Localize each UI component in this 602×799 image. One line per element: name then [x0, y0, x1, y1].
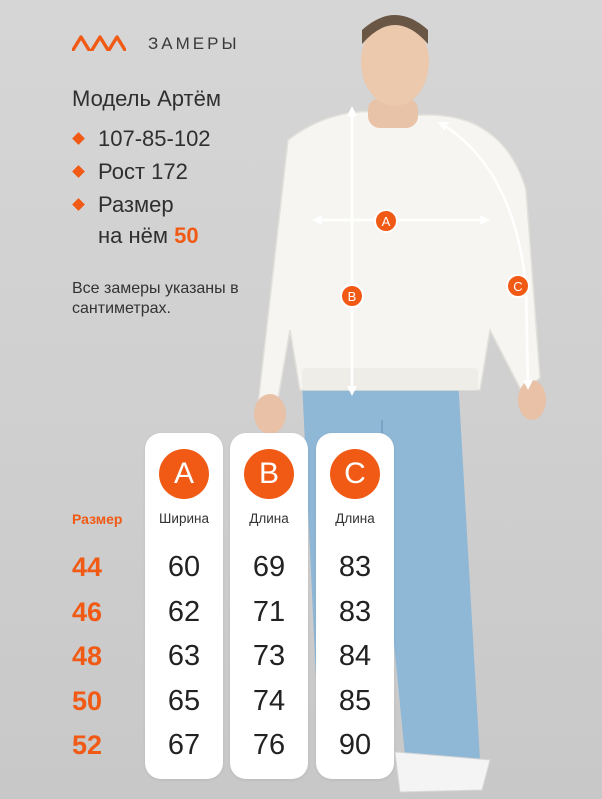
table-cell: 85 [338, 684, 372, 717]
column-header-width: Ширина [159, 511, 209, 526]
table-cell: 74 [252, 684, 286, 717]
badge-c: C [330, 449, 380, 499]
model-size-label: Размер [98, 192, 174, 217]
page-title: ЗАМЕРЫ [148, 34, 240, 53]
measurement-card-b [230, 433, 308, 779]
size-column-header: Размер [72, 511, 123, 527]
units-note: Все замеры указаны в сантиметрах. [72, 280, 239, 317]
size-value: 46 [72, 596, 103, 627]
model-size-value: 50 [174, 223, 199, 248]
list-item [72, 188, 211, 221]
table-cell: 69 [252, 551, 286, 583]
model-size-prefix: на нём [98, 223, 169, 248]
size-value: 52 [72, 730, 103, 760]
size-value: 44 [72, 552, 103, 582]
table-cell: 73 [252, 640, 286, 672]
marker-a [375, 210, 397, 232]
model-height: Рост 172 [98, 159, 188, 184]
model-measurements: 107-85-102 [98, 126, 211, 151]
model-size-line [72, 221, 211, 251]
table-cell: 67 [167, 729, 201, 761]
badge-a: A [159, 449, 209, 499]
table-cell: 63 [167, 640, 201, 672]
model-params-list [72, 122, 211, 251]
list-item [72, 122, 211, 155]
table-cell: 60 [167, 551, 201, 583]
model-name: Модель Артём [72, 86, 221, 111]
table-cell: 83 [338, 595, 372, 628]
measurement-card-a [145, 433, 223, 779]
table-cell: 76 [252, 729, 286, 761]
card-values [230, 545, 308, 768]
size-value: 48 [72, 641, 103, 671]
card-values [145, 545, 223, 768]
column-header-length-c: Длина [335, 511, 375, 526]
diamond-bullet-icon [72, 165, 85, 178]
diamond-bullet-icon [72, 198, 85, 211]
table-cell: 90 [338, 729, 372, 761]
list-item [72, 155, 211, 188]
card-values [316, 545, 394, 768]
table-cell: 65 [167, 684, 201, 717]
diamond-bullet-icon [72, 132, 85, 145]
table-cell: 83 [338, 551, 372, 583]
column-header-length-b: Длина [249, 511, 289, 526]
marker-c [507, 275, 529, 297]
marker-a-label: A [381, 214, 391, 229]
marker-c-label: C [513, 279, 523, 294]
table-cell: 62 [167, 595, 201, 628]
size-value: 50 [72, 685, 103, 716]
size-column [72, 545, 102, 768]
marker-b-label: B [347, 289, 357, 304]
brand-logo [72, 35, 126, 51]
badge-b: B [244, 449, 294, 499]
measurement-card-c [316, 433, 394, 779]
table-cell: 84 [338, 640, 372, 672]
table-cell: 71 [252, 595, 286, 628]
marker-b [341, 285, 363, 307]
